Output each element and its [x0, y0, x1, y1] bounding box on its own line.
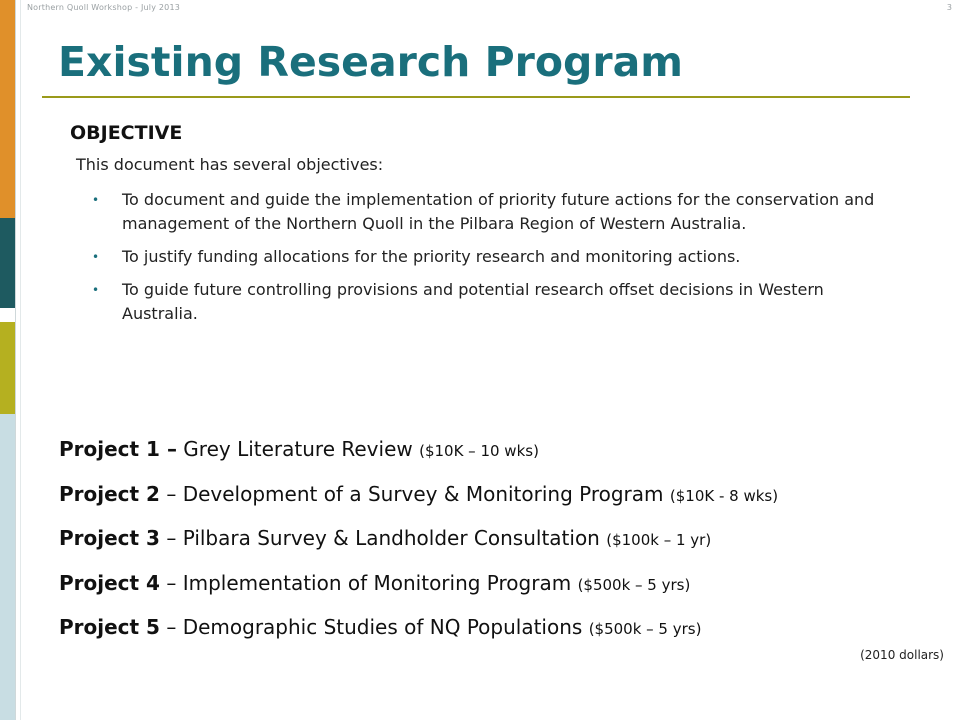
slide-number: 3: [946, 3, 952, 12]
bullet-dot-icon: •: [92, 250, 100, 264]
project-item: [59, 562, 959, 607]
project-cost: ($100k – 1 yr): [606, 531, 712, 549]
objective-heading: OBJECTIVE: [70, 122, 183, 144]
bullet-text: To justify funding allocations for the priority research and monitoring actions.: [122, 247, 741, 266]
bullet-dot-icon: •: [92, 283, 100, 297]
bar-divider-line: [15, 0, 16, 720]
project-title: – Implementation of Monitoring Program: [159, 570, 578, 595]
bar-segment-orange: [0, 0, 15, 218]
project-title: – Demographic Studies of NQ Populations: [159, 615, 589, 639]
project-name: Project 1 –: [59, 437, 177, 461]
slide-title: Existing Research Program: [58, 38, 684, 86]
bar-segment-olive: [0, 322, 15, 414]
project-item: [59, 473, 959, 518]
left-decorative-bar: [0, 0, 15, 720]
title-underline-rule: [42, 96, 910, 98]
project-name: Project 2: [59, 481, 160, 506]
project-name: Project 3: [59, 526, 160, 550]
bar-segment-light-blue: [0, 414, 15, 720]
project-title: Grey Literature Review: [176, 437, 420, 461]
project-cost: ($500k – 5 yrs): [577, 575, 691, 594]
project-list: [59, 428, 959, 651]
project-item: [59, 428, 959, 473]
bar-segment-teal: [0, 218, 15, 308]
project-cost: ($10K – 10 wks): [419, 442, 539, 460]
bar-segment-gap: [0, 308, 15, 322]
bullet-dot-icon: •: [92, 193, 100, 207]
project-name: Project 4: [59, 570, 160, 595]
currency-note: (2010 dollars): [860, 648, 944, 662]
project-title: – Pilbara Survey & Landholder Consultation: [159, 526, 607, 550]
objective-bullet: [92, 245, 892, 269]
project-item: [59, 517, 959, 562]
project-title: – Development of a Survey & Monitoring Program: [159, 481, 670, 506]
objective-bullet: [92, 278, 892, 326]
project-cost: ($500k – 5 yrs): [588, 620, 702, 638]
project-name: Project 5: [59, 615, 160, 639]
bar-divider-line-2: [20, 0, 21, 720]
bullet-text: To guide future controlling provisions and potential research offset decisions in Western Australia.: [122, 280, 824, 323]
project-cost: ($10K - 8 wks): [669, 486, 779, 505]
objective-intro: This document has several objectives:: [76, 155, 384, 174]
bullet-text: To document and guide the implementation of priority future actions for the conservation and management of the Northern Quoll in the Pilbara Region of Western Australia.: [122, 190, 875, 233]
objective-bullet: [92, 188, 892, 236]
slide-footer-text: Northern Quoll Workshop - July 2013: [27, 3, 181, 12]
project-item: [59, 606, 959, 651]
objective-bullet-list: [92, 188, 892, 335]
